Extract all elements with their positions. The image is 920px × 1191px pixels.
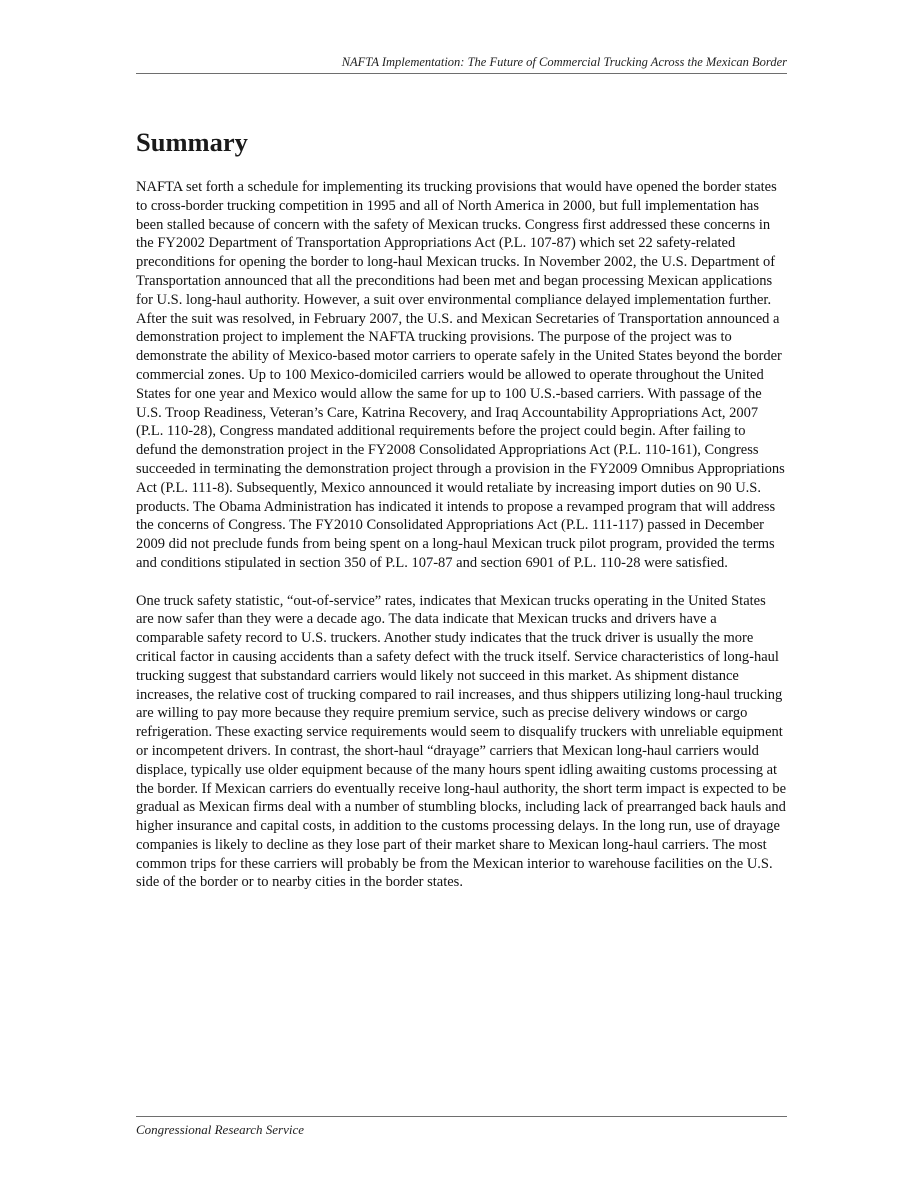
section-title: Summary [136, 127, 248, 157]
summary-paragraph-2: One truck safety statistic, “out-of-service” rates, indicates that Mexican trucks operating in the United States are now safer than they were a decade ago. The data indicate that Mexican trucks and drivers have a comparable safety record to U.S. truckers. Another study indicates that the truck driver is usually the more critical factor in causing accidents than a safety defect with the truck itself. Service characteristics of long-haul trucking suggest that substandard carriers would likely not succeed in this market. As shipment distance increases, the relative cost of trucking compared to rail increases, and thus shippers utilizing long-haul trucking are willing to pay more because they require premium service, such as precise delivery windows or cargo refrigeration. These exacting service requirements would seem to disqualify truckers with unreliable equipment or incompetent drivers. In contrast, the short-haul “drayage” carriers that Mexican long-haul carriers would displace, typically use older equipment because of the many hours spent idling awaiting customs processing at the border. If Mexican carriers do eventually receive long-haul authority, the short term impact is expected to be gradual as Mexican firms deal with a number of stumbling blocks, including lack of prearranged back hauls and higher insurance and capital costs, in addition to the customs processing delays. In the long run, use of drayage companies is likely to decline as they lose part of their market share to Mexican long-haul carriers. The most common trips for these carriers will probably be from the Mexican interior to warehouse facilities on the U.S. side of the border or to nearby cities in the border states. [136, 592, 787, 891]
footer-source: Congressional Research Service [136, 1122, 304, 1137]
footer-divider [136, 1116, 787, 1117]
running-header: NAFTA Implementation: The Future of Commercial Trucking Across the Mexican Border [341, 55, 787, 69]
summary-paragraph-1: NAFTA set forth a schedule for implementing its trucking provisions that would have opened the border states to cross-border trucking competition in 1995 and all of North America in 2000, but full implementation has been stalled because of concern with the safety of Mexican trucks. Congress first addressed these concerns in the FY2002 Department of Transportation Appropriations Act (P.L. 107-87) which set 22 safety-related preconditions for opening the border to long-haul Mexican trucks. In November 2002, the U.S. Department of Transportation announced that all the preconditions had been met and began processing Mexican applications for U.S. long-haul authority. However, a suit over environmental compliance delayed implementation further. After the suit was resolved, in February 2007, the U.S. and Mexican Secretaries of Transportation announced a demonstration project to implement the NAFTA trucking provisions. The purpose of the project was to demonstrate the ability of Mexico-based motor carriers to operate safely in the United States beyond the border commercial zones. Up to 100 Mexico-domiciled carriers would be allowed to operate throughout the United States for one year and Mexico would allow the same for up to 100 U.S.-based carriers. With passage of the U.S. Troop Readiness, Veteran’s Care, Katrina Recovery, and Iraq Accountability Appropriations Act, 2007 (P.L. 110-28), Congress mandated additional requirements before the project could begin. After failing to defund the demonstration project in the FY2008 Consolidated Appropriations Act (P.L. 110-161), Congress succeeded in terminating the demonstration project through a provision in the FY2009 Omnibus Appropriations Act (P.L. 111-8). Subsequently, Mexico announced it would retaliate by increasing import duties on 90 U.S. products. The Obama Administration has indicated it intends to propose a revamped program that will address the concerns of Congress. The FY2010 Consolidated Appropriations Act (P.L. 111-117) passed in December 2009 did not preclude funds from being spent on a long-haul Mexican truck pilot program, provided the terms and conditions stipulated in section 350 of P.L. 107-87 and section 6901 of P.L. 110-28 were satisfied. [136, 179, 785, 571]
summary-body [136, 178, 787, 911]
header-divider [136, 73, 787, 74]
